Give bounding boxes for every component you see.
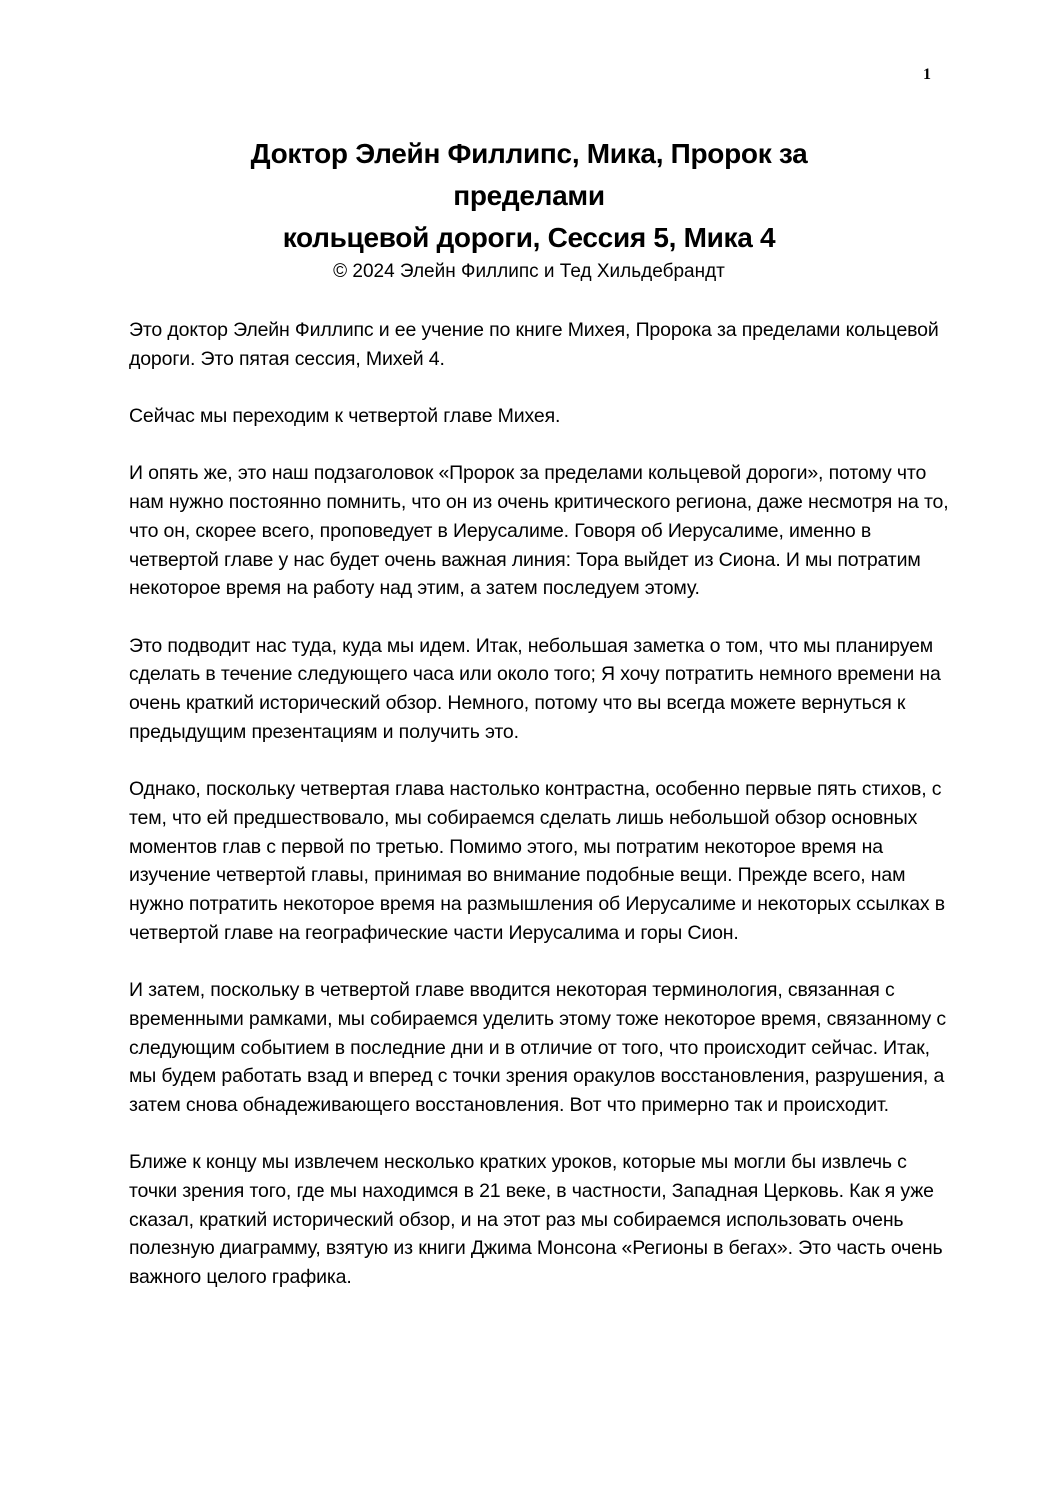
page-title-line-3: кольцевой дороги, Сессия 5, Мика 4	[282, 222, 776, 253]
page-title-line-2: пределами	[453, 180, 605, 211]
paragraph: Это подводит нас туда, куда мы идем. Итак, небольшая заметка о том, что мы планируем сделать в течение следующего часа или около того; Я хочу потратить немного времени на очень краткий исторический обзор. Немного, потому что вы всегда можете вернуться к предыдущим презентациям и получить это.	[129, 634, 941, 743]
paragraph: Ближе к концу мы извлечем несколько кратких уроков, которые мы могли бы извлечь с точки зрения того, где мы находимся в 21 веке, в частности, Западная Церковь. Как я уже сказал, краткий исторический обзор, и на этот раз мы собираемся использовать очень полезную диаграмму, взятую из книги Джима Монсона «Регионы в бегах». Это часть очень важного целого графика.	[129, 1151, 943, 1289]
paragraph: Сейчас мы переходим к четвертой главе Михея.	[129, 405, 561, 428]
page-number: 1	[923, 66, 931, 83]
page-title-line-1: Доктор Элейн Филлипс, Мика, Пророк за	[250, 138, 808, 169]
document-header	[100, 133, 958, 285]
paragraph: Это доктор Элейн Филлипс и ее учение по книге Михея, Пророка за пределами кольцевой дороги. Это пятая сессия, Михей 4.	[129, 319, 939, 370]
document-body	[129, 316, 949, 1321]
copyright-line: © 2024 Элейн Филлипс и Тед Хильдебрандт	[333, 261, 725, 282]
paragraph: Однако, поскольку четвертая глава настолько контрастна, особенно первые пять стихов, с тем, что ей предшествовало, мы собираемся сделать лишь небольшой обзор основных моментов глав с первой по третью. Помимо этого, мы потратим некоторое время на изучение четвертой главы, принимая во внимание подобные вещи. Прежде всего, нам нужно потратить некоторое время на размышления об Иерусалиме и некоторых ссылках в четвертой главе на географические части Иерусалима и горы Сион.	[129, 778, 945, 944]
paragraph: И затем, поскольку в четвертой главе вводится некоторая терминология, связанная с временными рамками, мы собираемся уделить этому тоже некоторое время, связанному с следующим событием в последние дни и в отличие от того, что происходит сейчас. Итак, мы будем работать взад и вперед с точки зрения оракулов восстановления, разрушения, а затем снова обнадеживающего восстановления. Вот что примерно так и происходит.	[129, 979, 946, 1116]
paragraph: И опять же, это наш подзаголовок «Пророк за пределами кольцевой дороги», потому что нам нужно постоянно помнить, что он из очень критического региона, даже несмотря на то, что он, скорее всего, проповедует в Иерусалиме. Говоря об Иерусалиме, именно в четвертой главе у нас будет очень важная линия: Тора выйдет из Сиона. И мы потратим некоторое время на работу над этим, а затем последуем этому.	[129, 462, 949, 600]
